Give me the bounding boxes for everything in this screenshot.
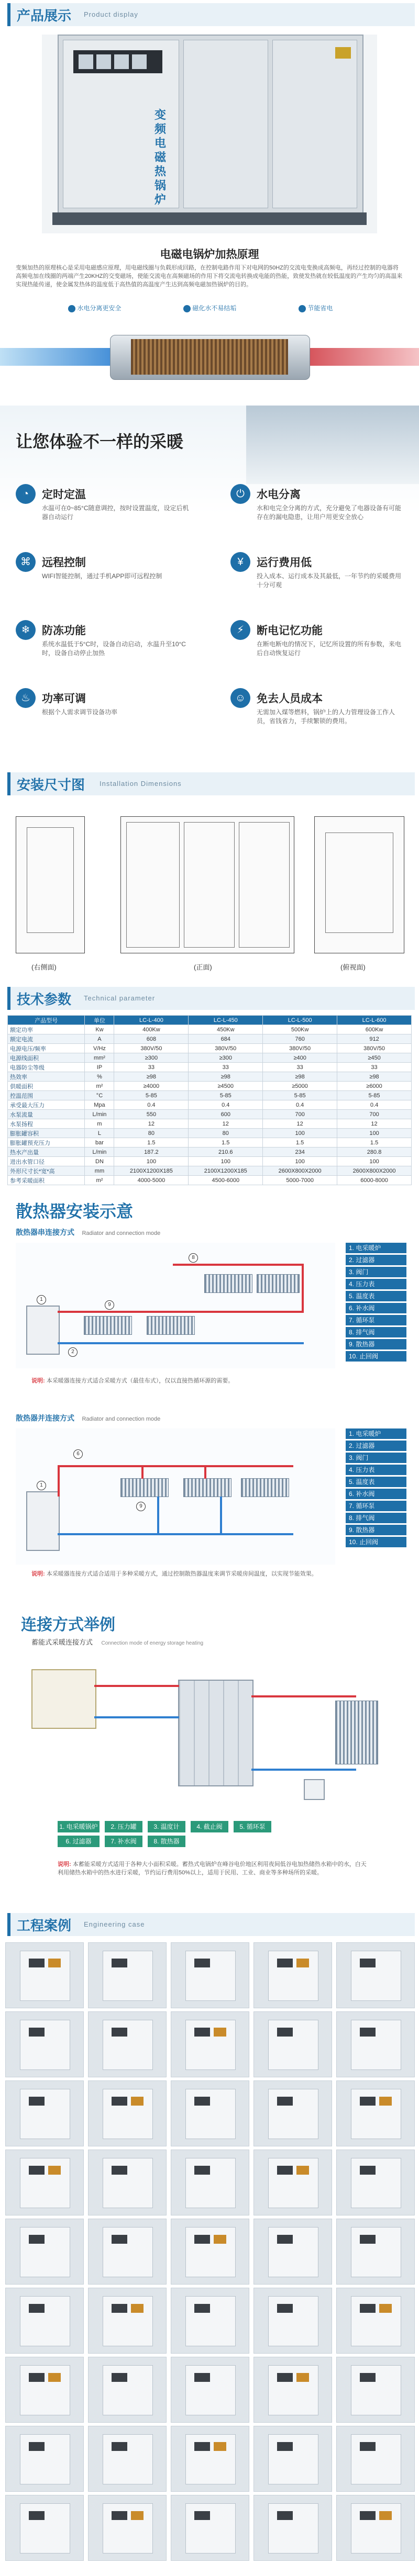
feature-timer (16, 484, 194, 542)
table-cell: 2100X1200X185 (189, 1166, 263, 1176)
front-view-caption: (正面) (194, 963, 212, 971)
person-icon: ☺ (230, 688, 250, 708)
table-cell: 5-85 (337, 1091, 412, 1100)
table-cell: ≥450 (337, 1053, 412, 1063)
dimensions-subtitle: Installation Dimensions (100, 780, 182, 788)
case-photo (336, 2150, 415, 2215)
table-cell: 2100X1200X185 (114, 1166, 189, 1176)
table-cell: 水泵扬程 (8, 1119, 85, 1129)
dimensions-header (0, 769, 419, 801)
case-photo (253, 2426, 332, 2492)
radiator-vertical (335, 1701, 378, 1764)
table-row (8, 1072, 412, 1082)
water-drop-icon (68, 305, 75, 312)
table-cell: 0.4 (189, 1100, 263, 1110)
table-cell: 210.6 (189, 1148, 263, 1157)
table-cell: 187.2 (114, 1148, 189, 1157)
case-photo (253, 2288, 332, 2354)
feature-low-cost (230, 552, 409, 610)
table-row (8, 1129, 412, 1138)
radiator (257, 1274, 300, 1293)
cases-header (0, 1910, 419, 1941)
table-cell: ≥98 (337, 1072, 412, 1082)
table-cell: 100 (337, 1157, 412, 1166)
feature-memory (230, 620, 409, 678)
magnet-icon (183, 305, 191, 312)
spec-column-header: 单位 (85, 1016, 114, 1025)
case-photo-grid (5, 1942, 414, 2570)
table-cell: 600Kw (337, 1025, 412, 1034)
table-row (8, 1053, 412, 1063)
table-row (8, 1082, 412, 1091)
table-cell: 6000-8000 (337, 1176, 412, 1185)
case-photo (171, 2150, 249, 2215)
table-cell: 33 (337, 1063, 412, 1072)
memory-icon: ⚡ (230, 620, 250, 640)
case-photo (171, 1942, 249, 2008)
case-photo (336, 1942, 415, 2008)
product-front-label: 变频电磁热锅炉 (155, 108, 167, 206)
storage-tank (178, 1680, 253, 1786)
specs-title: 技术参数 (17, 992, 72, 1007)
feature-desc: 无需加入煤等燃料，锅炉上的人力管理设备工作人员，省钱省力，手续繁锁的费用。 (257, 708, 395, 725)
table-cell: mm² (85, 1053, 114, 1063)
radiator (204, 1274, 252, 1293)
spec-column-header: LC-L-500 (263, 1016, 337, 1025)
table-cell: 700 (263, 1110, 337, 1119)
display-header (0, 0, 419, 31)
case-photo (171, 2288, 249, 2354)
feature-no-staff (230, 688, 409, 746)
table-row (8, 1166, 412, 1176)
specs-subtitle: Technical parameter (84, 994, 156, 1002)
table-cell: 膨胀罐容积 (8, 1129, 85, 1138)
table-cell: 电器防尘等级 (8, 1063, 85, 1072)
table-cell: 1.5 (337, 1138, 412, 1148)
parallel-title: 散热器并连接方式 (16, 1414, 74, 1422)
table-cell: 1.5 (189, 1138, 263, 1148)
table-row (8, 1110, 412, 1119)
case-photo (5, 2150, 84, 2215)
table-cell: 0.4 (263, 1100, 337, 1110)
front-view-drawing (120, 816, 294, 953)
specs-table (7, 1015, 412, 1185)
parallel-legend: 1. 电采暖炉 2. 过滤器 3. 阀门 4. 压力表 5. 温度表 6. 补水阀 7. 循环泵 8. 排气阀 9. 散热器 10. 止回阀 (346, 1428, 409, 1549)
dimensions-title: 安装尺寸图 (17, 777, 85, 793)
case-photo (336, 2219, 415, 2285)
table-cell: 5000-7000 (263, 1176, 337, 1185)
radiator (120, 1478, 169, 1497)
feature-title: 免去人员成本 (257, 693, 323, 705)
table-cell: 100 (263, 1157, 337, 1166)
table-cell: ≥4000 (114, 1082, 189, 1091)
table-row (8, 1138, 412, 1148)
case-photo (5, 2288, 84, 2354)
table-cell: 450Kw (189, 1025, 263, 1034)
case-photo (5, 2011, 84, 2077)
case-photo (171, 2495, 249, 2561)
principle-title: 电磁电锅炉加热原理 (160, 249, 259, 261)
case-photo (5, 2219, 84, 2285)
feature-title: 防冻功能 (42, 625, 86, 637)
control-box (304, 1779, 325, 1800)
table-cell: 电源线面积 (8, 1053, 85, 1063)
case-photo (5, 2495, 84, 2561)
radiator (241, 1478, 289, 1497)
case-photo (5, 2426, 84, 2492)
case-photo (336, 2080, 415, 2146)
coin-icon: ¥ (230, 552, 250, 572)
product-photo (42, 35, 377, 233)
case-photo (88, 2150, 167, 2215)
case-photo (253, 2080, 332, 2146)
table-cell: °C (85, 1091, 114, 1100)
case-photo (5, 1942, 84, 2008)
spec-column-header: LC-L-450 (189, 1016, 263, 1025)
table-cell: L/min (85, 1148, 114, 1157)
table-cell: 100 (114, 1157, 189, 1166)
table-cell: 热效率 (8, 1072, 85, 1082)
table-cell: 33 (263, 1063, 337, 1072)
case-photo (336, 2357, 415, 2423)
feature-title: 运行费用低 (257, 557, 312, 569)
parallel-note: 说明: 本采暖器连接方式适合适用于多种采暖方式，通过控制散热器温度来调节采暖房间温度，以实现节能效果。 (31, 1571, 317, 1577)
side-view-caption: (右侧面) (31, 963, 57, 971)
principle-section (0, 246, 419, 403)
case-photo (253, 2495, 332, 2561)
table-cell: 700 (337, 1110, 412, 1119)
case-photo (171, 2011, 249, 2077)
table-cell: 12 (337, 1119, 412, 1129)
table-cell: 380V/50 (114, 1044, 189, 1053)
freeze-icon: ❄ (16, 620, 36, 640)
case-photo (253, 2011, 332, 2077)
table-cell: ≥98 (263, 1072, 337, 1082)
table-cell: ≥4500 (189, 1082, 263, 1091)
table-row (8, 1119, 412, 1129)
connection-tags: 1. 电采暖锅炉 2. 压力罐 3. 温度计 4. 截止阀 5. 循环泵 6. 过滤器 7. 补水阀 8. 散热器 (58, 1821, 372, 1852)
radiator-section-title: 散热器安装示意 (16, 1202, 134, 1221)
table-cell: 电源电压/频率 (8, 1044, 85, 1053)
case-photo (336, 2011, 415, 2077)
table-cell: 80 (189, 1129, 263, 1138)
table-cell: 参考采暖面积 (8, 1176, 85, 1185)
specs-table-wrap (7, 1015, 412, 1185)
table-row (8, 1044, 412, 1053)
series-subtitle: Radiator and connection mode (82, 1230, 161, 1236)
table-cell: A (85, 1034, 114, 1044)
case-photo (253, 2219, 332, 2285)
table-cell: 供暖面积 (8, 1082, 85, 1091)
table-cell: 外形尺寸长*宽*高 (8, 1166, 85, 1176)
principle-badge: 节能省电 (299, 303, 333, 312)
spec-column-header: LC-L-400 (114, 1016, 189, 1025)
table-cell: 5-85 (114, 1091, 189, 1100)
snow-scene-image (246, 406, 419, 484)
feature-desc: 水和电完全分离的方式，充分避免了电器设备有可能存在的漏电隐患，让用户用更安全放心 (257, 504, 402, 521)
feature-remote (16, 552, 194, 610)
table-cell: 2600X800X2000 (263, 1166, 337, 1176)
table-cell: 2600X800X2000 (337, 1166, 412, 1176)
table-row (8, 1100, 412, 1110)
case-photo (336, 2426, 415, 2492)
table-cell: bar (85, 1138, 114, 1148)
principle-badge: 磁化水不易结垢 (183, 303, 236, 312)
table-cell: 额定电流 (8, 1034, 85, 1044)
table-cell: 912 (337, 1034, 412, 1044)
principle-badge: 水电分离更安全 (68, 303, 121, 312)
feature-desc: 系统水温低于5°C时，设备自动启动，水温升至10°C时，设备自动停止加热 (42, 640, 186, 657)
case-photo (171, 2426, 249, 2492)
table-cell: mm (85, 1166, 114, 1176)
table-cell: ≥400 (263, 1053, 337, 1063)
table-row (8, 1034, 412, 1044)
display-title: 产品展示 (17, 8, 72, 24)
leaf-icon (299, 305, 306, 312)
feature-title: 定时定温 (42, 489, 86, 501)
experience-section (0, 406, 419, 767)
heating-tube-illustration (0, 319, 419, 398)
remote-icon: ⌘ (16, 552, 36, 572)
table-cell: L/min (85, 1110, 114, 1119)
experience-title: 让您体验不一样的采暖 (16, 432, 184, 451)
top-view-caption: (俯视面) (340, 963, 366, 971)
case-photo (88, 2288, 167, 2354)
table-cell: 400Kw (114, 1025, 189, 1034)
table-row (8, 1091, 412, 1100)
feature-power-adjust (16, 688, 194, 746)
case-photo (88, 2495, 167, 2561)
case-photo (88, 2426, 167, 2492)
table-cell: 100 (337, 1129, 412, 1138)
table-cell: 280.8 (337, 1148, 412, 1157)
case-photo (88, 2080, 167, 2146)
table-cell: 608 (114, 1034, 189, 1044)
feature-desc: 在断电断电的情况下，记忆所设置的所有参数，来电后自动恢复运行 (257, 640, 402, 657)
boiler-unit (26, 1306, 60, 1355)
case-photo (336, 2288, 415, 2354)
table-cell: 0.4 (337, 1100, 412, 1110)
connection-diagram (21, 1648, 398, 1816)
series-header (16, 1227, 403, 1238)
case-photo (253, 2150, 332, 2215)
table-cell: % (85, 1072, 114, 1082)
table-cell: DN (85, 1157, 114, 1166)
connection-subheader: 蓄能式采暖连接方式 Connection mode of energy storage heating (31, 1638, 204, 1646)
feature-antifreeze (16, 620, 194, 678)
table-cell: Kw (85, 1025, 114, 1034)
feature-title: 远程控制 (42, 557, 86, 569)
case-photo (336, 2495, 415, 2561)
parallel-subtitle: Radiator and connection mode (82, 1416, 161, 1422)
case-photo (88, 2357, 167, 2423)
table-cell: 100 (263, 1129, 337, 1138)
case-photo (253, 1942, 332, 2008)
dimension-drawings (0, 806, 419, 984)
table-cell: 膨胀罐预充压力 (8, 1138, 85, 1148)
cases-subtitle: Engineering case (84, 1920, 145, 1928)
table-cell: 5-85 (263, 1091, 337, 1100)
feature-desc: WIFI智能控制，通过手机APP即可远程控制 (42, 572, 162, 580)
table-cell: 0.4 (114, 1100, 189, 1110)
feature-desc: 根据个人需求调节设备功率 (42, 708, 118, 716)
table-cell: 100 (189, 1157, 263, 1166)
table-cell: 684 (189, 1034, 263, 1044)
case-photo (88, 2011, 167, 2077)
table-cell: 4000-5000 (114, 1176, 189, 1185)
power-icon: ⏻ (230, 484, 250, 504)
table-cell: ≥98 (114, 1072, 189, 1082)
table-cell: L (85, 1129, 114, 1138)
spec-column-header: LC-L-600 (337, 1016, 412, 1025)
feature-title: 断电记忆功能 (257, 625, 323, 637)
case-photo (5, 2357, 84, 2423)
table-cell: 80 (114, 1129, 189, 1138)
table-cell: 4500-6000 (189, 1176, 263, 1185)
feature-desc: 投入成本、运行成本及其最低，一年节约的采暖费用十分可观 (257, 572, 402, 589)
table-row (8, 1148, 412, 1157)
table-cell: 380V/50 (263, 1044, 337, 1053)
series-note: 说明: 本采暖器连接方式适合采暖方式（最佳布式），仅以直接热循环源的需要。 (31, 1378, 234, 1384)
series-legend: 1. 电采暖炉 2. 过滤器 3. 阀门 4. 压力表 5. 温度表 6. 补水阀 7. 循环泵 8. 排气阀 9. 散热器 10. 止回阀 (346, 1243, 409, 1363)
table-cell: 1.5 (263, 1138, 337, 1148)
side-view-drawing (16, 816, 85, 953)
table-cell: 33 (189, 1063, 263, 1072)
boiler-unit (26, 1491, 60, 1551)
series-diagram: 1 2 9 8 (16, 1243, 335, 1368)
clock-icon: ◔ (16, 484, 36, 504)
case-photo (88, 1942, 167, 2008)
table-cell: ≥300 (189, 1053, 263, 1063)
table-cell: 380V/50 (337, 1044, 412, 1053)
table-cell: ≥300 (114, 1053, 189, 1063)
radiator (183, 1478, 231, 1497)
table-cell: IP (85, 1063, 114, 1072)
case-photo (171, 2080, 249, 2146)
case-photo (253, 2357, 332, 2423)
table-cell: m (85, 1119, 114, 1129)
radiator (147, 1316, 195, 1335)
table-cell: 234 (263, 1148, 337, 1157)
table-cell: 33 (114, 1063, 189, 1072)
table-cell: 热水产出量 (8, 1148, 85, 1157)
top-view-drawing (314, 816, 404, 953)
parallel-diagram: 1 6 9 (16, 1428, 335, 1565)
connection-note: 说明: 本蓄能采暖方式适用于各种大小面积采暖。蓄热式电锅炉在峰谷电价地区利用夜间低谷电加热储热水箱中的水，白天利用储热水箱中的热水进行采暖，节约运行费用50%以上，适用于民用、工业、商业等多种场所的采暖。 (58, 1861, 367, 1876)
feature-title: 功率可调 (42, 693, 86, 705)
table-cell: m² (85, 1176, 114, 1185)
table-row (8, 1063, 412, 1072)
table-cell: 380V/50 (189, 1044, 263, 1053)
table-cell: 1.5 (114, 1138, 189, 1148)
parallel-header (16, 1413, 403, 1423)
table-row (8, 1157, 412, 1166)
table-cell: 控温范围 (8, 1091, 85, 1100)
radiator (84, 1316, 132, 1335)
table-cell: 5-85 (189, 1091, 263, 1100)
table-cell: 12 (114, 1119, 189, 1129)
specs-header (0, 984, 419, 1015)
table-cell: V/Hz (85, 1044, 114, 1053)
table-cell: 760 (263, 1034, 337, 1044)
feature-desc: 水温可在0~85°C随意调控，按时设置温度，设定后机器自动运行 (42, 504, 189, 521)
case-photo (171, 2357, 249, 2423)
table-cell: Mpa (85, 1100, 114, 1110)
table-cell: 600 (189, 1110, 263, 1119)
table-row (8, 1025, 412, 1034)
case-photo (171, 2219, 249, 2285)
table-cell: ≥5000 (263, 1082, 337, 1091)
table-cell: 500Kw (263, 1025, 337, 1034)
series-title: 散热器串连接方式 (16, 1228, 74, 1236)
bell-icon: ♨ (16, 688, 36, 708)
table-cell: ≥6000 (337, 1082, 412, 1091)
feature-title: 水电分离 (257, 489, 301, 501)
table-cell: 12 (263, 1119, 337, 1129)
table-cell: 550 (114, 1110, 189, 1119)
table-cell: m² (85, 1082, 114, 1091)
table-cell: 12 (189, 1119, 263, 1129)
feature-separation (230, 484, 409, 542)
case-photo (5, 2080, 84, 2146)
display-subtitle: Product display (84, 10, 138, 18)
table-cell: 额定功率 (8, 1025, 85, 1034)
boiler-unit (31, 1669, 96, 1729)
table-cell: 进出水管口径 (8, 1157, 85, 1166)
principle-text: 变频加热的原理核心是采用电磁感应原理，用电磁线圈与负载形成回路，在控制电路作用下对电网的50HZ的交流电变换成高频电，再经过控制的电器将高频电加在线圈的两端产生20KHZ的交变磁场，使能交流电在高频磁场的作用下将交流电转换成电能的热能，致使发热就在较低温度的产生均匀的高温来实现热能传递，使金属发热体的温度低于高热值的高温度产生达到高频电磁加热锅炉的目的。 (16, 265, 403, 288)
table-cell: ≥98 (189, 1072, 263, 1082)
spec-column-header: 产品型号 (8, 1016, 85, 1025)
table-cell: 承受最大压力 (8, 1100, 85, 1110)
table-row (8, 1176, 412, 1185)
table-cell: 水泵流量 (8, 1110, 85, 1119)
case-photo (88, 2219, 167, 2285)
cases-title: 工程案例 (17, 1918, 72, 1933)
connection-title: 连接方式举例 (21, 1616, 115, 1634)
